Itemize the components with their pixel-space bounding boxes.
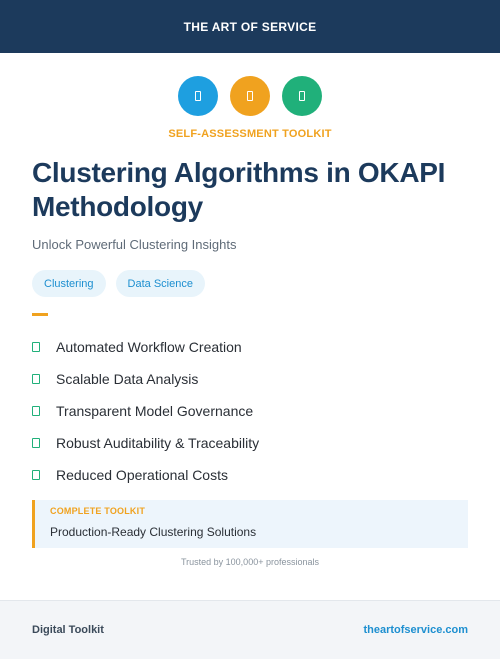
green-circle-icon bbox=[282, 76, 322, 116]
list-item bbox=[32, 395, 259, 427]
square-glyph-icon bbox=[299, 91, 305, 101]
square-glyph-icon bbox=[195, 91, 201, 101]
tag-data-science[interactable]: Data Science bbox=[116, 270, 205, 297]
list-item bbox=[32, 427, 259, 459]
footer-label: Digital Toolkit bbox=[32, 624, 104, 636]
feature-text: Scalable Data Analysis bbox=[56, 371, 199, 387]
feature-list bbox=[32, 331, 259, 491]
website-link[interactable]: theartofservice.com bbox=[363, 624, 468, 636]
kicker-label: SELF-ASSESSMENT TOOLKIT bbox=[168, 128, 332, 140]
square-glyph-icon bbox=[247, 91, 253, 101]
tag-list bbox=[32, 270, 205, 297]
check-icon bbox=[32, 438, 40, 448]
list-item bbox=[32, 459, 259, 491]
feature-text: Transparent Model Governance bbox=[56, 403, 254, 419]
page-title: Clustering Algorithms in OKAPI Methodology bbox=[32, 157, 446, 222]
list-item bbox=[32, 331, 259, 363]
check-icon bbox=[32, 406, 40, 416]
callout-label: COMPLETE TOOLKIT bbox=[50, 506, 146, 516]
footer bbox=[0, 600, 500, 659]
feature-text: Reduced Operational Costs bbox=[56, 467, 228, 483]
brand-title: THE ART OF SERVICE bbox=[183, 19, 317, 34]
check-icon bbox=[32, 374, 40, 384]
feature-text: Robust Auditability & Traceability bbox=[56, 435, 260, 451]
feature-text: Automated Workflow Creation bbox=[56, 339, 242, 355]
callout-text: Production-Ready Clustering Solutions bbox=[50, 525, 257, 539]
blue-circle-icon bbox=[178, 76, 218, 116]
toolkit-callout bbox=[32, 500, 468, 548]
check-icon bbox=[32, 470, 40, 480]
list-item bbox=[32, 363, 259, 395]
orange-circle-icon bbox=[230, 76, 270, 116]
top-banner bbox=[0, 0, 500, 53]
icon-row bbox=[0, 76, 500, 116]
trusted-note: Trusted by 100,000+ professionals bbox=[180, 557, 319, 567]
subtitle: Unlock Powerful Clustering Insights bbox=[32, 237, 237, 252]
check-icon bbox=[32, 342, 40, 352]
tag-clustering[interactable]: Clustering bbox=[32, 270, 106, 297]
accent-divider bbox=[32, 313, 48, 316]
